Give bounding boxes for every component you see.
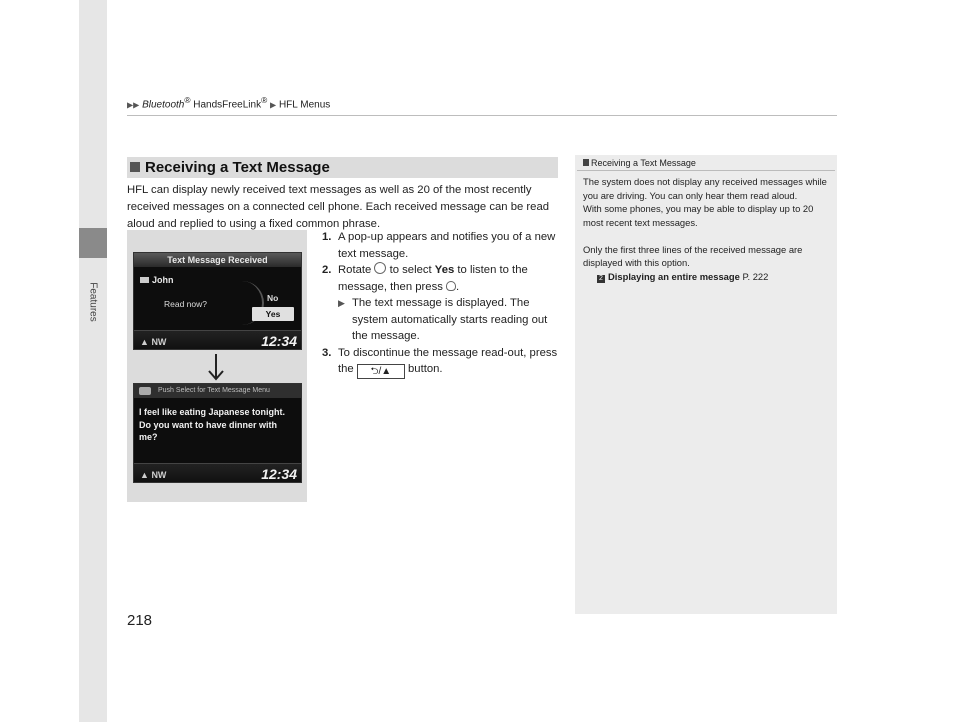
screen-header: Text Message Received bbox=[134, 253, 301, 267]
text-message-popup-screen bbox=[133, 252, 302, 350]
heading-square-icon bbox=[130, 162, 140, 172]
press-icon bbox=[446, 281, 456, 291]
compass-arrow-icon: ▲ bbox=[140, 470, 149, 480]
breadcrumb-mark: ® bbox=[184, 95, 191, 105]
option-yes[interactable]: Yes bbox=[252, 307, 294, 321]
screen-footer bbox=[134, 330, 301, 349]
note-paragraph: With some phones, you may be able to display up to 20 most recent text messages. bbox=[583, 203, 814, 228]
side-tab-label: Features bbox=[87, 282, 99, 322]
compass-heading: ▲ NW bbox=[140, 470, 167, 480]
page-number: 218 bbox=[127, 612, 153, 629]
sender-name: John bbox=[152, 275, 174, 285]
message-text: I feel like eating Japanese tonight. Do you want to have dinner with me? bbox=[139, 407, 286, 442]
down-arrow-icon bbox=[206, 352, 226, 382]
steps-list bbox=[322, 229, 562, 379]
note-title: Receiving a Text Message bbox=[583, 158, 696, 168]
note-body bbox=[583, 175, 831, 283]
clock-display: 12:34 bbox=[261, 333, 297, 349]
envelope-icon bbox=[140, 277, 149, 283]
breadcrumb-handsfreelink: HandsFreeLink bbox=[190, 99, 262, 111]
screen-footer bbox=[134, 463, 301, 482]
breadcrumb-arrow-icon: ▶ bbox=[270, 100, 277, 110]
breadcrumb bbox=[127, 95, 330, 110]
note-paragraph: Only the first three lines of the received message are displayed with this option. bbox=[583, 243, 803, 268]
note-rule bbox=[577, 170, 835, 171]
section-heading: Receiving a Text Message bbox=[130, 157, 330, 178]
step-3: 3. To discontinue the message read-out, press the ⮌/▲ button. bbox=[322, 346, 558, 377]
side-tab-marker bbox=[79, 228, 107, 258]
breadcrumb-bluetooth: Bluetooth bbox=[142, 99, 185, 111]
read-now-prompt: Read now? bbox=[164, 299, 208, 309]
breadcrumb-arrow-icon: ▶▶ bbox=[127, 100, 140, 110]
intro-paragraph: HFL can display newly received text messages as well as 20 of the most recently received messages on a connected cell phone. Each received message can be read aloud and replied to using a fixed common phrase. bbox=[127, 184, 550, 230]
back-hangup-button-icon: ⮌/▲ bbox=[357, 364, 405, 379]
message-display-screen bbox=[133, 383, 302, 483]
breadcrumb-hfl-menus: HFL Menus bbox=[278, 99, 331, 111]
selector-knob-icon bbox=[374, 262, 386, 274]
breadcrumb-mark: ® bbox=[261, 95, 268, 105]
note-marker-icon bbox=[583, 159, 589, 166]
menu-icon bbox=[139, 387, 151, 395]
step-2-result: ▶ The text message is displayed. The system automatically starts reading out the message. bbox=[338, 297, 548, 342]
note-reference[interactable]: 2 Displaying an entire message P. 222 bbox=[583, 270, 831, 284]
note-paragraph: The system does not display any received messages while you are driving. You can only hear them read aloud. bbox=[583, 176, 827, 201]
reference-arrow-icon: 2 bbox=[597, 275, 605, 283]
option-no[interactable]: No bbox=[267, 293, 279, 303]
step-2: 2. Rotate to select Yes to listen to the message, then press . bbox=[322, 264, 528, 293]
step-1: 1. A pop-up appears and notifies you of a new text message. bbox=[322, 231, 556, 260]
result-arrow-icon: ▶ bbox=[338, 298, 345, 308]
screen-header: Push Select for Text Message Menu bbox=[134, 384, 301, 398]
clock-display: 12:34 bbox=[261, 466, 297, 482]
compass-heading: ▲ NW bbox=[140, 337, 167, 347]
header-rule bbox=[127, 115, 837, 116]
side-tab bbox=[79, 0, 107, 722]
compass-arrow-icon: ▲ bbox=[140, 337, 149, 347]
